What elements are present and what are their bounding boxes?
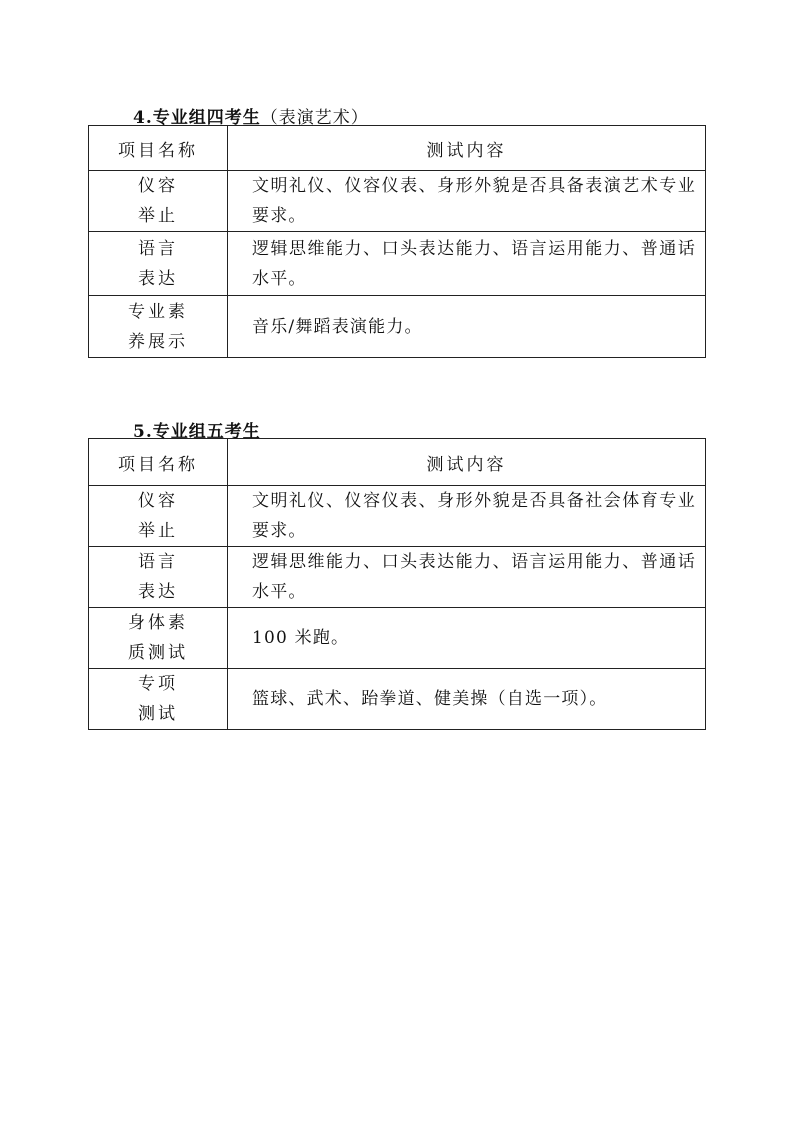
table-row	[89, 608, 706, 669]
row-item-name	[89, 669, 228, 730]
row-item-name-line: 专项	[138, 674, 178, 694]
header-test-content: 测试内容	[228, 126, 706, 171]
row-item-name-line: 专业素	[128, 301, 188, 322]
row-item-name-line: 仪容	[138, 176, 178, 196]
row-item-name-line: 语言	[138, 552, 178, 572]
row-test-content: 100 米跑。	[228, 608, 706, 669]
table-row	[89, 171, 706, 232]
row-test-content: 音乐/舞蹈表演能力。	[228, 296, 706, 358]
row-test-content: 逻辑思维能力、口头表达能力、语言运用能力、普通话水平。	[228, 547, 706, 608]
row-item-name-line: 语言	[138, 238, 178, 259]
table-row	[89, 486, 706, 547]
row-test-content: 文明礼仪、仪容仪表、身形外貌是否具备社会体育专业要求。	[228, 486, 706, 547]
section-5-table	[88, 438, 706, 730]
row-item-name-line: 质测试	[128, 643, 188, 663]
table-row	[89, 296, 706, 358]
header-test-content: 测试内容	[228, 439, 706, 486]
row-item-name-line: 身体素	[128, 613, 188, 633]
table-row	[89, 669, 706, 730]
table-header-row	[89, 439, 706, 486]
row-item-name-line: 养展示	[128, 331, 188, 352]
row-item-name-line: 举止	[138, 521, 178, 541]
row-item-name	[89, 547, 228, 608]
row-test-content: 文明礼仪、仪容仪表、身形外貌是否具备表演艺术专业要求。	[228, 171, 706, 232]
section-4-title-main: 4.专业组四考生	[133, 108, 261, 128]
row-item-name	[89, 171, 228, 232]
row-test-content: 篮球、武术、跆拳道、健美操（自选一项）。	[228, 669, 706, 730]
row-item-name-line: 表达	[138, 268, 178, 289]
section-4-table	[88, 125, 706, 358]
header-item-name: 项目名称	[89, 439, 228, 486]
section-5-title-main: 5.专业组五考生	[133, 422, 261, 442]
row-item-name	[89, 486, 228, 547]
row-item-name	[89, 296, 228, 358]
row-item-name	[89, 232, 228, 296]
row-test-content: 逻辑思维能力、口头表达能力、语言运用能力、普通话水平。	[228, 232, 706, 296]
table-header-row	[89, 126, 706, 171]
row-item-name-line: 测试	[138, 704, 178, 724]
row-item-name-line: 举止	[138, 206, 178, 226]
header-item-name: 项目名称	[89, 126, 228, 171]
row-item-name	[89, 608, 228, 669]
row-item-name-line: 仪容	[138, 491, 178, 511]
row-item-name-line: 表达	[138, 582, 178, 602]
table-row	[89, 547, 706, 608]
section-4-title-sub: （表演艺术）	[260, 108, 369, 128]
table-row	[89, 232, 706, 296]
